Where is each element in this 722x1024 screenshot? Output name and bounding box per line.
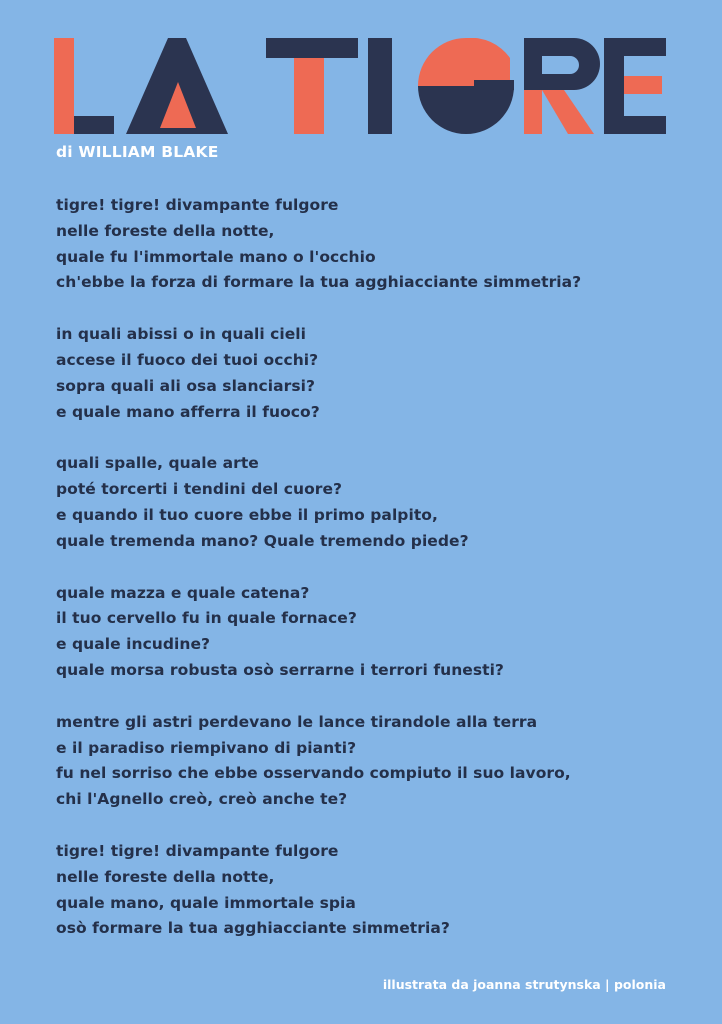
illustrator-credit: illustrata da joanna strutynska | polonia — [382, 977, 666, 992]
poem-line: ch'ebbe la forza di formare la tua agghiacciante simmetria? — [56, 273, 582, 292]
poem-line: e quale mano afferra il fuoco? — [56, 402, 320, 421]
stanza-6 — [56, 839, 676, 942]
poem-line: poté torcerti i tendini del cuore? — [56, 480, 343, 499]
poem-line: quale fu l'immortale mano o l'occhio — [56, 247, 376, 266]
title-letter-e — [604, 38, 666, 134]
author-line: di WILLIAM BLAKE — [56, 143, 219, 161]
poem-line: sopra quali ali osa slanciarsi? — [56, 376, 316, 395]
stanza-3 — [56, 451, 676, 554]
title-letter-g — [418, 38, 514, 134]
stanza-2 — [56, 322, 676, 425]
poem-line: in quali abissi o in quali cieli — [56, 325, 307, 344]
poem-line: nelle foreste della notte, — [56, 221, 275, 240]
title-logo — [54, 38, 666, 134]
title-letter-t — [266, 38, 358, 134]
poem-line: mentre gli astri perdevano le lance tirandole alla terra — [56, 712, 538, 731]
poem-line: e il paradiso riempivano di pianti? — [56, 738, 357, 757]
poem-line: chi l'Agnello creò, creò anche te? — [56, 790, 348, 809]
poem-line: osò formare la tua agghiacciante simmetria? — [56, 919, 450, 938]
stanza-1 — [56, 193, 676, 296]
poem-line: quale morsa robusta osò serrarne i terrori funesti? — [56, 660, 504, 679]
stanza-4 — [56, 581, 676, 684]
title-letter-r — [524, 38, 600, 134]
title-letter-i — [368, 38, 392, 134]
poem-line: quale tremenda mano? Quale tremendo piede? — [56, 531, 469, 550]
poem-line: e quale incudine? — [56, 635, 211, 654]
poem-line: quale mazza e quale catena? — [56, 583, 310, 602]
title-letter-l — [54, 38, 114, 134]
poem-line: nelle foreste della notte, — [56, 867, 275, 886]
title-letter-a — [126, 38, 228, 134]
poem-line: tigre! tigre! divampante fulgore — [56, 841, 339, 860]
poem-line: quali spalle, quale arte — [56, 454, 259, 473]
stanza-5 — [56, 710, 676, 813]
poem-line: il tuo cervello fu in quale fornace? — [56, 609, 357, 628]
poem-line: quale mano, quale immortale spia — [56, 893, 356, 912]
poem-body — [56, 193, 676, 968]
poem-line: fu nel sorriso che ebbe osservando compiuto il suo lavoro, — [56, 764, 571, 783]
poem-line: e quando il tuo cuore ebbe il primo palpito, — [56, 505, 438, 524]
poem-line: tigre! tigre! divampante fulgore — [56, 196, 339, 214]
poem-line: accese il fuoco dei tuoi occhi? — [56, 350, 319, 369]
